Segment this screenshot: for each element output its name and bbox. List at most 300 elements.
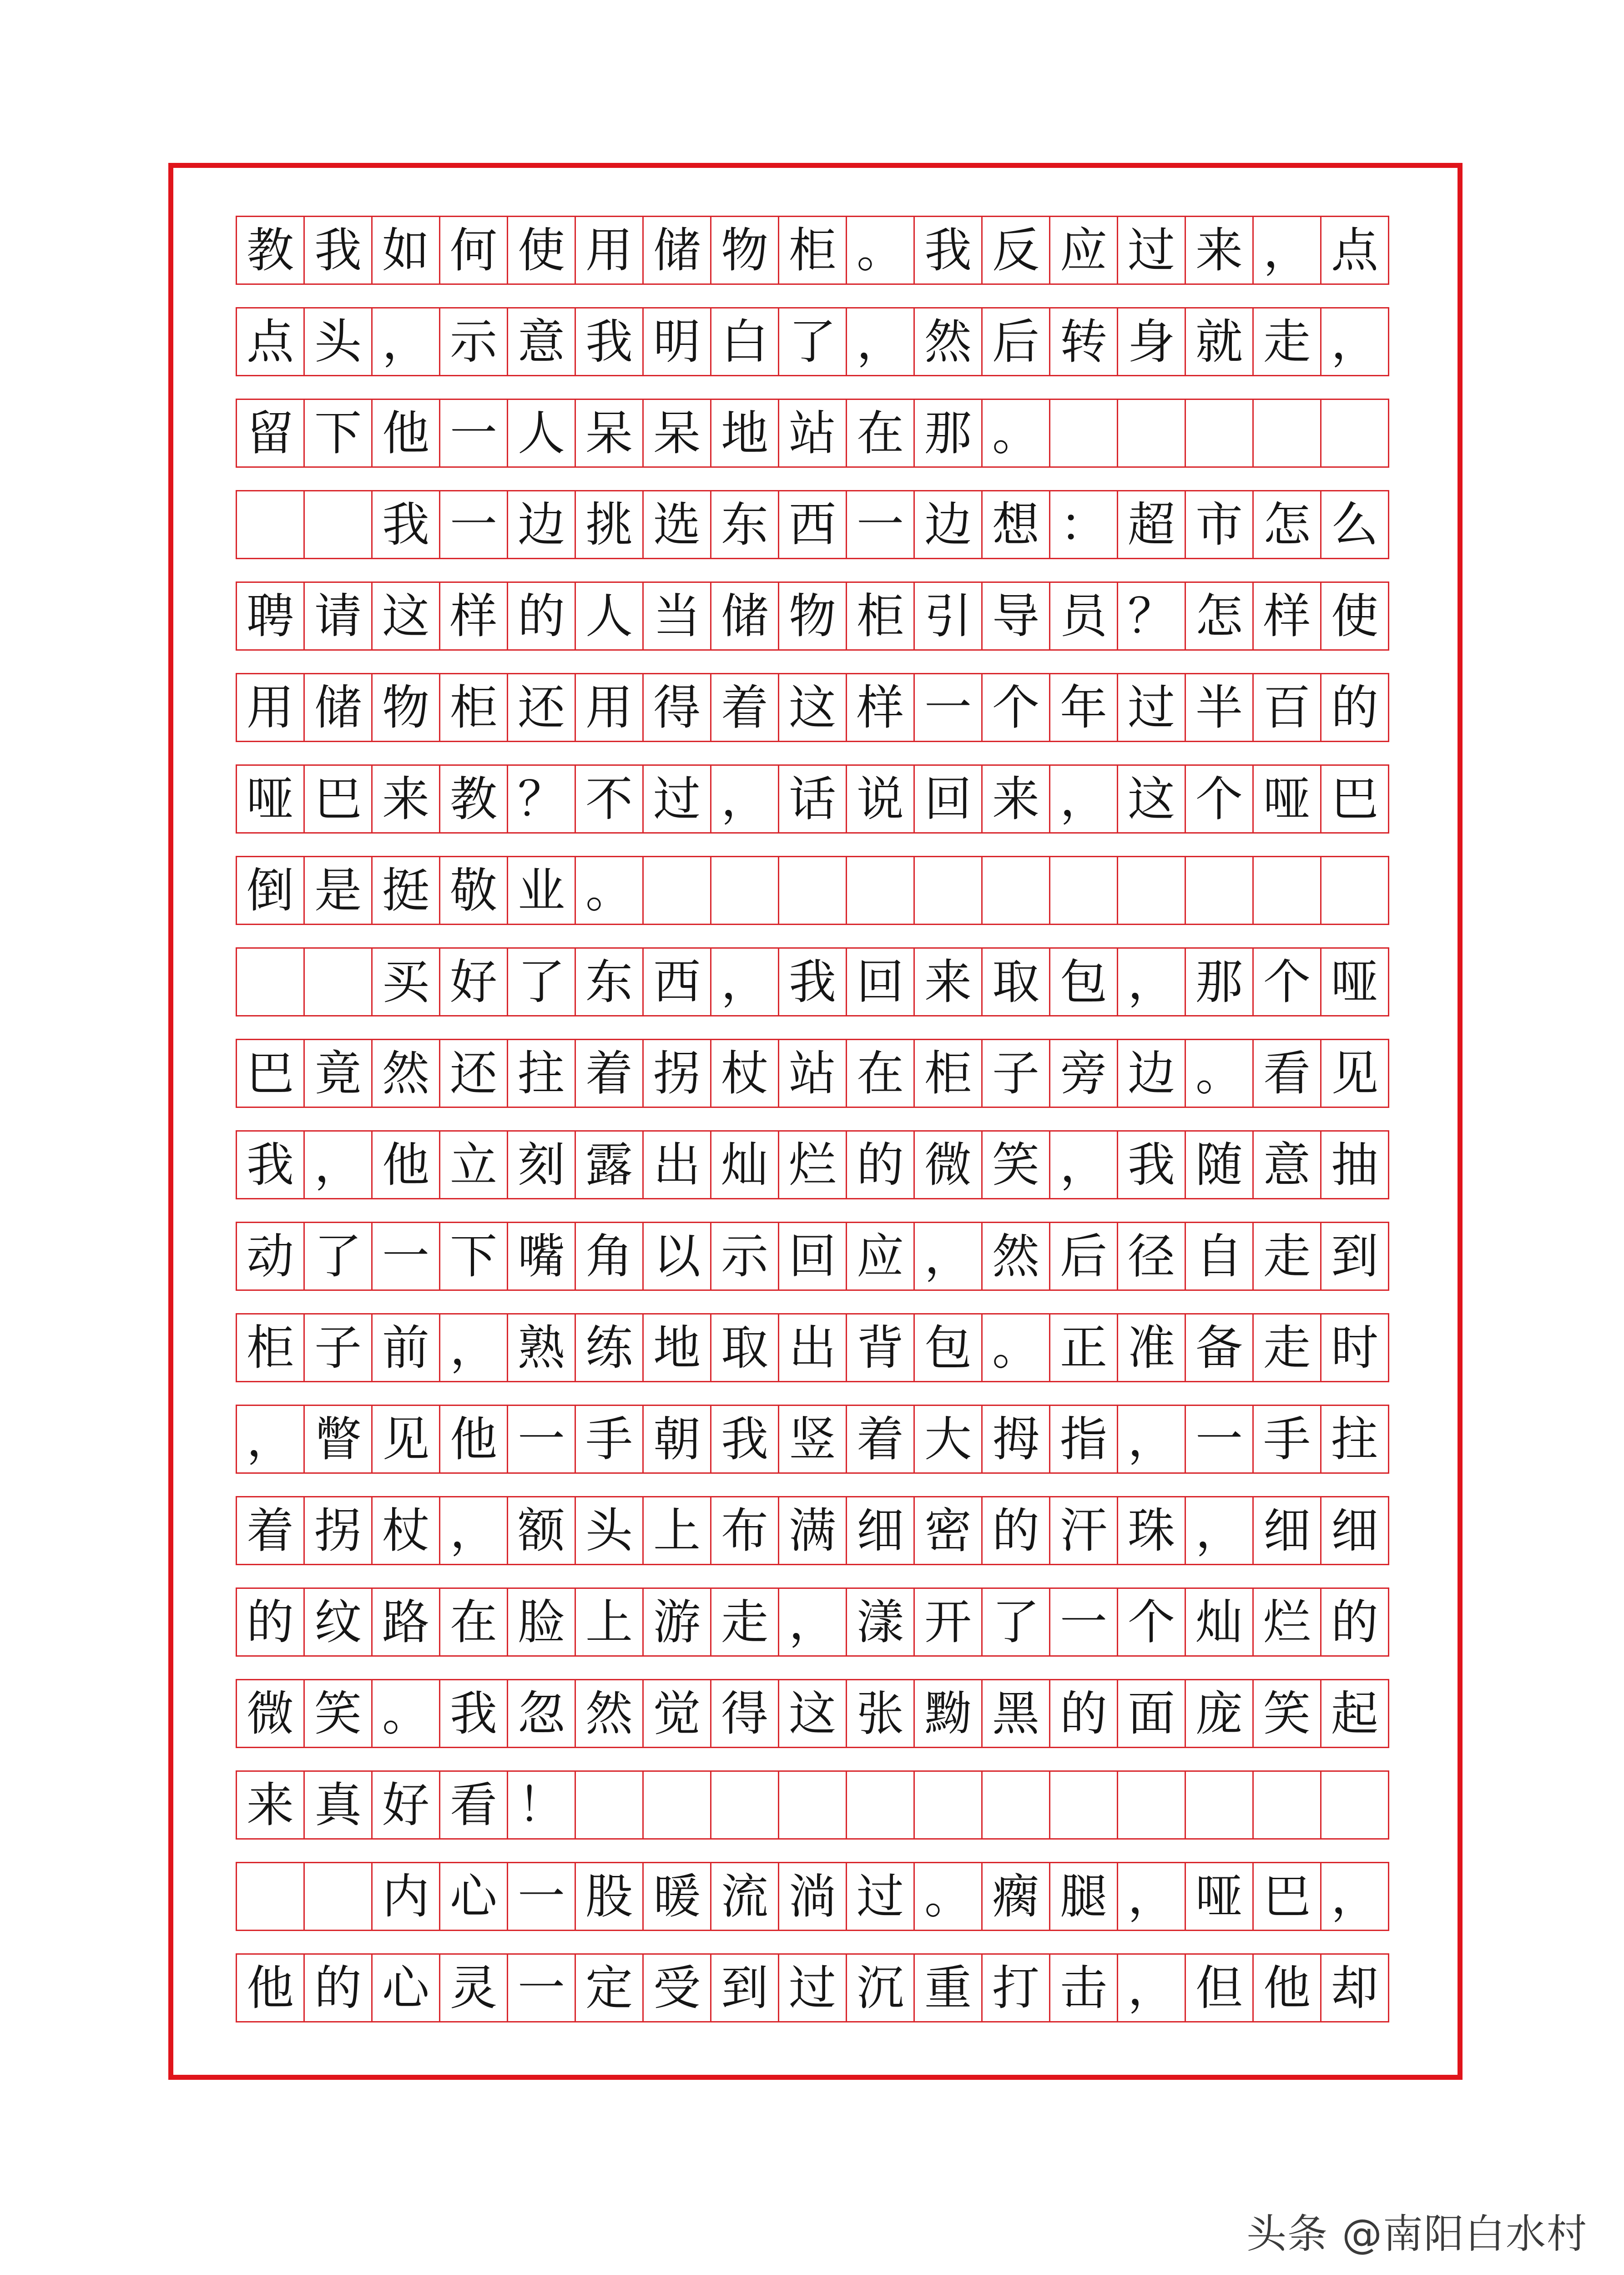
grid-cell: 示 xyxy=(710,1222,779,1291)
grid-cell: 巴 xyxy=(303,764,373,834)
grid-cell: 子 xyxy=(303,1313,373,1382)
grid-cell: 动 xyxy=(236,1222,305,1291)
grid-cell: 这 xyxy=(778,1679,847,1748)
grid-cell: 他 xyxy=(236,1953,305,2022)
grid-cell: 了 xyxy=(981,1587,1050,1657)
grid-cell: 他 xyxy=(439,1405,508,1474)
grid-cell: ， xyxy=(710,764,779,834)
grid-cell: 以 xyxy=(642,1222,711,1291)
grid-cell xyxy=(303,1862,373,1931)
grid-cell: 子 xyxy=(981,1039,1050,1108)
grid-cell: 起 xyxy=(1320,1679,1389,1748)
grid-cell: 个 xyxy=(1117,1587,1186,1657)
grid-cell: 的 xyxy=(507,581,576,651)
grid-cell: 看 xyxy=(1252,1039,1321,1108)
grid-cell: 站 xyxy=(778,1039,847,1108)
grid-row xyxy=(236,1039,1403,1108)
grid-cell: 我 xyxy=(371,490,440,559)
grid-cell: 一 xyxy=(507,1405,576,1474)
grid-cell: 员 xyxy=(1049,581,1118,651)
grid-cell: 边 xyxy=(507,490,576,559)
grid-cell: 走 xyxy=(1252,1222,1321,1291)
grid-cell: 。 xyxy=(371,1679,440,1748)
grid-cell: 挑 xyxy=(575,490,644,559)
grid-cell: 人 xyxy=(575,581,644,651)
grid-cell xyxy=(1117,399,1186,468)
grid-cell: 竟 xyxy=(303,1039,373,1108)
grid-cell: 物 xyxy=(778,581,847,651)
grid-cell: 的 xyxy=(236,1587,305,1657)
grid-cell: 路 xyxy=(371,1587,440,1657)
grid-cell: 我 xyxy=(575,307,644,376)
grid-row xyxy=(236,673,1403,742)
grid-cell: 过 xyxy=(778,1953,847,2022)
grid-cell: 储 xyxy=(303,673,373,742)
grid-cell: 游 xyxy=(642,1587,711,1657)
grid-cell: 然 xyxy=(371,1039,440,1108)
grid-cell: 来 xyxy=(981,764,1050,834)
grid-cell xyxy=(236,1862,305,1931)
grid-cell: 一 xyxy=(439,490,508,559)
grid-cell: 年 xyxy=(1049,673,1118,742)
grid-cell: 使 xyxy=(1320,581,1389,651)
grid-cell: 聘 xyxy=(236,581,305,651)
grid-cell: 过 xyxy=(642,764,711,834)
grid-cell: ， xyxy=(1117,1953,1186,2022)
grid-cell: 的 xyxy=(846,1130,915,1199)
grid-cell: 。 xyxy=(913,1862,983,1931)
grid-cell: 挺 xyxy=(371,856,440,925)
grid-cell: 包 xyxy=(1049,947,1118,1016)
grid-cell: 头 xyxy=(575,1496,644,1565)
grid-cell: 庞 xyxy=(1185,1679,1254,1748)
grid-cell: 意 xyxy=(1252,1130,1321,1199)
grid-row xyxy=(236,1130,1403,1199)
grid-cell: 不 xyxy=(575,764,644,834)
grid-cell: 储 xyxy=(710,581,779,651)
grid-cell: 如 xyxy=(371,216,440,285)
grid-cell: ： xyxy=(1049,490,1118,559)
grid-cell: 他 xyxy=(371,1130,440,1199)
grid-cell: 东 xyxy=(710,490,779,559)
grid-cell: 示 xyxy=(439,307,508,376)
grid-cell xyxy=(1185,399,1254,468)
grid-cell: ， xyxy=(371,307,440,376)
grid-cell: 市 xyxy=(1185,490,1254,559)
grid-cell: 西 xyxy=(778,490,847,559)
grid-cell: 一 xyxy=(846,490,915,559)
grid-cell xyxy=(1049,399,1118,468)
grid-cell xyxy=(1252,399,1321,468)
grid-cell: 好 xyxy=(371,1770,440,1840)
grid-cell: 打 xyxy=(981,1953,1050,2022)
grid-cell: 过 xyxy=(1117,216,1186,285)
grid-cell: 心 xyxy=(371,1953,440,2022)
grid-cell xyxy=(1320,856,1389,925)
grid-cell: 漾 xyxy=(846,1587,915,1657)
grid-cell: 应 xyxy=(846,1222,915,1291)
grid-row xyxy=(236,399,1403,468)
grid-cell: 买 xyxy=(371,947,440,1016)
grid-cell: 来 xyxy=(913,947,983,1016)
grid-cell xyxy=(913,856,983,925)
grid-cell: 我 xyxy=(303,216,373,285)
grid-cell: 哑 xyxy=(1185,1862,1254,1931)
grid-cell: 想 xyxy=(981,490,1050,559)
grid-row xyxy=(236,1953,1403,2022)
grid-cell xyxy=(303,490,373,559)
grid-cell: 瞥 xyxy=(303,1405,373,1474)
grid-cell: 请 xyxy=(303,581,373,651)
grid-cell: 那 xyxy=(913,399,983,468)
grid-row xyxy=(236,1587,1403,1657)
grid-cell: 转 xyxy=(1049,307,1118,376)
grid-cell: 然 xyxy=(575,1679,644,1748)
grid-cell: 沉 xyxy=(846,1953,915,2022)
grid-cell: 击 xyxy=(1049,1953,1118,2022)
grid-cell: 一 xyxy=(1049,1587,1118,1657)
grid-row xyxy=(236,216,1403,285)
grid-cell: 哑 xyxy=(1320,947,1389,1016)
grid-cell: 出 xyxy=(778,1313,847,1382)
grid-cell: 拄 xyxy=(507,1039,576,1108)
grid-cell: 细 xyxy=(846,1496,915,1565)
grid-cell: 竖 xyxy=(778,1405,847,1474)
grid-cell: 了 xyxy=(778,307,847,376)
grid-cell: 这 xyxy=(1117,764,1186,834)
grid-cell: 东 xyxy=(575,947,644,1016)
grid-cell: ， xyxy=(1185,1496,1254,1565)
grid-cell: 在 xyxy=(439,1587,508,1657)
grid-cell: 使 xyxy=(507,216,576,285)
grid-cell xyxy=(710,1770,779,1840)
grid-cell: 一 xyxy=(507,1953,576,2022)
grid-cell: 那 xyxy=(1185,947,1254,1016)
grid-cell: 取 xyxy=(981,947,1050,1016)
grid-cell: 包 xyxy=(913,1313,983,1382)
grid-cell xyxy=(1320,399,1389,468)
grid-cell: 在 xyxy=(846,399,915,468)
grid-cell: 股 xyxy=(575,1862,644,1931)
grid-cell: 回 xyxy=(778,1222,847,1291)
grid-cell xyxy=(303,947,373,1016)
grid-row xyxy=(236,764,1403,834)
grid-cell: 我 xyxy=(778,947,847,1016)
grid-cell xyxy=(1320,1770,1389,1840)
grid-cell: 柜 xyxy=(778,216,847,285)
grid-row xyxy=(236,856,1403,925)
grid-cell: 纹 xyxy=(303,1587,373,1657)
grid-cell: 头 xyxy=(303,307,373,376)
grid-cell: ， xyxy=(778,1587,847,1657)
grid-cell: 柜 xyxy=(913,1039,983,1108)
grid-cell: 样 xyxy=(1252,581,1321,651)
grid-cell: 上 xyxy=(642,1496,711,1565)
grid-cell: 百 xyxy=(1252,673,1321,742)
grid-cell: 我 xyxy=(236,1130,305,1199)
grid-cell: 边 xyxy=(913,490,983,559)
grid-cell: ？ xyxy=(1117,581,1186,651)
grid-cell xyxy=(981,856,1050,925)
grid-cell: 脸 xyxy=(507,1587,576,1657)
grid-cell: 当 xyxy=(642,581,711,651)
grid-row xyxy=(236,1679,1403,1748)
grid-cell xyxy=(1117,856,1186,925)
grid-cell: ？ xyxy=(507,764,576,834)
grid-cell: 着 xyxy=(710,673,779,742)
source-watermark: 头条 @南阳白水村 xyxy=(1246,2210,1588,2257)
grid-cell: 地 xyxy=(642,1313,711,1382)
grid-cell: 回 xyxy=(913,764,983,834)
grid-cell: 引 xyxy=(913,581,983,651)
grid-cell: 留 xyxy=(236,399,305,468)
grid-cell: 何 xyxy=(439,216,508,285)
grid-cell: 话 xyxy=(778,764,847,834)
grid-cell: 细 xyxy=(1320,1496,1389,1565)
grid-row xyxy=(236,1222,1403,1291)
grid-cell: 拄 xyxy=(1320,1405,1389,1474)
grid-row xyxy=(236,1313,1403,1382)
grid-cell: 半 xyxy=(1185,673,1254,742)
grid-cell: 手 xyxy=(1252,1405,1321,1474)
grid-cell xyxy=(1252,856,1321,925)
grid-cell: 储 xyxy=(642,216,711,285)
grid-cell: 还 xyxy=(439,1039,508,1108)
grid-cell: 旁 xyxy=(1049,1039,1118,1108)
grid-cell: 的 xyxy=(303,1953,373,2022)
grid-cell: ， xyxy=(236,1405,305,1474)
grid-cell: 熟 xyxy=(507,1313,576,1382)
grid-cell: 么 xyxy=(1320,490,1389,559)
grid-cell: 黑 xyxy=(981,1679,1050,1748)
grid-cell: 人 xyxy=(507,399,576,468)
grid-cell: 拇 xyxy=(981,1405,1050,1474)
grid-cell xyxy=(642,856,711,925)
grid-cell: 随 xyxy=(1185,1130,1254,1199)
grid-cell: 笑 xyxy=(981,1130,1050,1199)
grid-cell: 指 xyxy=(1049,1405,1118,1474)
grid-cell: 灿 xyxy=(1185,1587,1254,1657)
grid-cell: 就 xyxy=(1185,307,1254,376)
grid-cell: 时 xyxy=(1320,1313,1389,1382)
grid-cell: 样 xyxy=(439,581,508,651)
grid-cell: 烂 xyxy=(778,1130,847,1199)
grid-cell: 但 xyxy=(1185,1953,1254,2022)
grid-cell xyxy=(642,1770,711,1840)
grid-cell: 到 xyxy=(710,1953,779,2022)
grid-cell: 抽 xyxy=(1320,1130,1389,1199)
grid-cell: 反 xyxy=(981,216,1050,285)
grid-cell: 一 xyxy=(439,399,508,468)
grid-cell: 开 xyxy=(913,1587,983,1657)
grid-cell: 径 xyxy=(1117,1222,1186,1291)
grid-cell: 大 xyxy=(913,1405,983,1474)
grid-cell: ， xyxy=(439,1496,508,1565)
grid-cell: 的 xyxy=(1320,673,1389,742)
grid-cell xyxy=(1049,856,1118,925)
grid-cell: 我 xyxy=(710,1405,779,1474)
grid-cell: 在 xyxy=(846,1039,915,1108)
grid-cell: 看 xyxy=(439,1770,508,1840)
grid-cell: 教 xyxy=(439,764,508,834)
grid-cell: ， xyxy=(1117,947,1186,1016)
grid-cell: 用 xyxy=(575,216,644,285)
grid-cell xyxy=(981,1770,1050,1840)
grid-cell: 笑 xyxy=(1252,1679,1321,1748)
grid-cell: 真 xyxy=(303,1770,373,1840)
grid-cell: 物 xyxy=(710,216,779,285)
grid-cell: ， xyxy=(439,1313,508,1382)
grid-cell: 教 xyxy=(236,216,305,285)
grid-cell: 张 xyxy=(846,1679,915,1748)
grid-cell: 后 xyxy=(981,307,1050,376)
grid-cell: 柜 xyxy=(846,581,915,651)
grid-row xyxy=(236,1496,1403,1565)
grid-cell: 。 xyxy=(1185,1039,1254,1108)
grid-cell: 走 xyxy=(1252,1313,1321,1382)
manuscript-grid xyxy=(236,216,1403,2045)
grid-cell xyxy=(1185,856,1254,925)
grid-cell: 还 xyxy=(507,673,576,742)
grid-cell: 。 xyxy=(575,856,644,925)
grid-cell: 用 xyxy=(236,673,305,742)
grid-cell: 柜 xyxy=(439,673,508,742)
grid-cell: 应 xyxy=(1049,216,1118,285)
grid-row xyxy=(236,307,1403,376)
grid-cell: 我 xyxy=(913,216,983,285)
grid-cell: 朝 xyxy=(642,1405,711,1474)
grid-cell: 忽 xyxy=(507,1679,576,1748)
grid-cell: 点 xyxy=(236,307,305,376)
grid-cell: 身 xyxy=(1117,307,1186,376)
grid-cell: 受 xyxy=(642,1953,711,2022)
grid-cell xyxy=(778,1770,847,1840)
grid-cell xyxy=(236,947,305,1016)
grid-cell: 下 xyxy=(303,399,373,468)
grid-cell: 业 xyxy=(507,856,576,925)
grid-cell: 怎 xyxy=(1252,490,1321,559)
grid-cell: 他 xyxy=(1252,1953,1321,2022)
grid-cell: 重 xyxy=(913,1953,983,2022)
grid-cell: 敬 xyxy=(439,856,508,925)
grid-cell: 来 xyxy=(1185,216,1254,285)
grid-cell: 上 xyxy=(575,1587,644,1657)
grid-cell: 超 xyxy=(1117,490,1186,559)
grid-cell: 下 xyxy=(439,1222,508,1291)
grid-cell: 来 xyxy=(236,1770,305,1840)
grid-cell: 西 xyxy=(642,947,711,1016)
grid-cell: 点 xyxy=(1320,216,1389,285)
grid-cell: 定 xyxy=(575,1953,644,2022)
grid-cell: 站 xyxy=(778,399,847,468)
grid-cell: 见 xyxy=(1320,1039,1389,1108)
grid-cell: 黝 xyxy=(913,1679,983,1748)
grid-cell xyxy=(575,1770,644,1840)
grid-cell: 着 xyxy=(575,1039,644,1108)
grid-cell: 了 xyxy=(507,947,576,1016)
grid-cell: 着 xyxy=(236,1496,305,1565)
grid-cell: 巴 xyxy=(1252,1862,1321,1931)
grid-row xyxy=(236,1770,1403,1840)
grid-cell: ， xyxy=(710,947,779,1016)
grid-cell: 灿 xyxy=(710,1130,779,1199)
grid-cell: 我 xyxy=(439,1679,508,1748)
grid-cell: 拐 xyxy=(642,1039,711,1108)
grid-cell: 明 xyxy=(642,307,711,376)
grid-cell: 倒 xyxy=(236,856,305,925)
grid-cell: 瘸 xyxy=(981,1862,1050,1931)
grid-cell: ， xyxy=(303,1130,373,1199)
grid-cell: 微 xyxy=(913,1130,983,1199)
grid-cell: 灵 xyxy=(439,1953,508,2022)
grid-cell: 的 xyxy=(1320,1587,1389,1657)
grid-cell xyxy=(1185,1770,1254,1840)
grid-cell: 过 xyxy=(1117,673,1186,742)
grid-cell: 个 xyxy=(1252,947,1321,1016)
grid-cell: 笑 xyxy=(303,1679,373,1748)
grid-cell: 内 xyxy=(371,1862,440,1931)
grid-cell: 流 xyxy=(710,1862,779,1931)
grid-cell: 怎 xyxy=(1185,581,1254,651)
grid-cell: 自 xyxy=(1185,1222,1254,1291)
grid-cell: 却 xyxy=(1320,1953,1389,2022)
grid-cell: 意 xyxy=(507,307,576,376)
grid-cell: 淌 xyxy=(778,1862,847,1931)
grid-cell: 珠 xyxy=(1117,1496,1186,1565)
grid-cell: 。 xyxy=(981,1313,1050,1382)
grid-row xyxy=(236,1862,1403,1931)
grid-cell: 哑 xyxy=(1252,764,1321,834)
grid-cell: 这 xyxy=(778,673,847,742)
grid-cell: 前 xyxy=(371,1313,440,1382)
grid-cell: 一 xyxy=(371,1222,440,1291)
grid-cell: ， xyxy=(1320,1862,1389,1931)
grid-cell: 我 xyxy=(1117,1130,1186,1199)
grid-cell xyxy=(1252,1770,1321,1840)
grid-cell: 汗 xyxy=(1049,1496,1118,1565)
grid-cell: 边 xyxy=(1117,1039,1186,1108)
grid-cell xyxy=(236,490,305,559)
grid-cell: 他 xyxy=(371,399,440,468)
grid-cell: 取 xyxy=(710,1313,779,1382)
grid-cell xyxy=(710,856,779,925)
grid-cell: 了 xyxy=(303,1222,373,1291)
grid-cell: 得 xyxy=(642,673,711,742)
grid-cell: 刻 xyxy=(507,1130,576,1199)
grid-cell: 然 xyxy=(981,1222,1050,1291)
grid-cell: 微 xyxy=(236,1679,305,1748)
grid-cell: 露 xyxy=(575,1130,644,1199)
grid-cell: 的 xyxy=(981,1496,1050,1565)
grid-cell: ， xyxy=(1049,1130,1118,1199)
grid-row xyxy=(236,1405,1403,1474)
grid-cell: 来 xyxy=(371,764,440,834)
grid-cell: 过 xyxy=(846,1862,915,1931)
grid-row xyxy=(236,947,1403,1016)
grid-cell: 面 xyxy=(1117,1679,1186,1748)
grid-cell: 一 xyxy=(913,673,983,742)
grid-cell: 哑 xyxy=(236,764,305,834)
grid-cell: ， xyxy=(1117,1405,1186,1474)
grid-cell: 巴 xyxy=(236,1039,305,1108)
grid-cell: 。 xyxy=(846,216,915,285)
grid-cell: 说 xyxy=(846,764,915,834)
grid-cell: 角 xyxy=(575,1222,644,1291)
grid-row xyxy=(236,490,1403,559)
grid-cell xyxy=(846,1770,915,1840)
grid-cell: ， xyxy=(1252,216,1321,285)
grid-cell xyxy=(1049,1770,1118,1840)
